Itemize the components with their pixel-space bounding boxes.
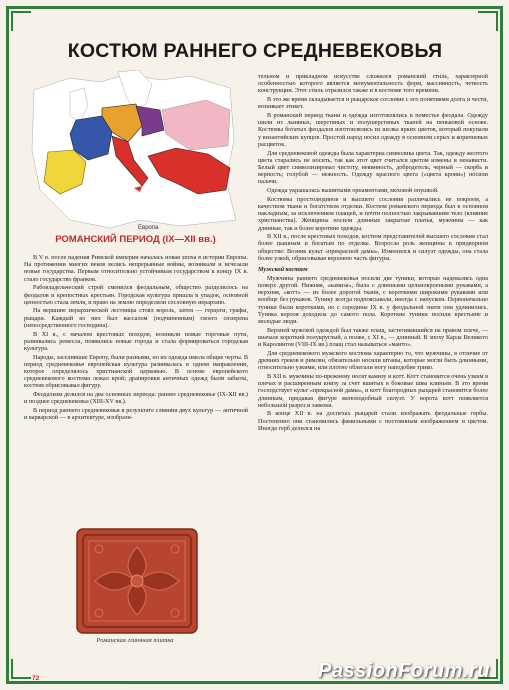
watermark: PassionForum.ru — [318, 660, 490, 682]
paragraph: В XI в., с началом крестовых походов, возникли новые торговые пути, развивались ремесла, появились новые города и стала формироваться городская культура. — [24, 330, 248, 352]
paragraph: Рабовладельческий строй сменился феодальным, общество разделилось на феодалов и крепостных крестьян. Городская культура пришла в упадок, основной ценностью стала земля, и право на землю определяли сословную иерархию. — [24, 284, 248, 306]
page-title: КОСТЮМ РАННЕГО СРЕДНЕВЕКОВЬЯ — [67, 40, 443, 62]
paragraph: В период раннего средневековья в результате слияния двух культур — античной и варварской — в архитектуре, изобрази- — [24, 407, 248, 422]
subheading-men-costume: Мужской костюм — [258, 266, 308, 274]
right-column — [258, 73, 488, 432]
border-corner — [478, 11, 498, 31]
paragraph: В конце XII в. на доспехах рыцарей стали изображать феодальные гербы. Постепенно они становились фамильными с постоянным изображением и цветом. Иногда герб делился на — [258, 410, 488, 432]
border-corner — [11, 11, 31, 31]
paragraph: Для средневековой одежды была характерна символика цвета. Так, одежду желтого цвета старались не носить, так как этот цвет считался цветом измены и ненависти. Белый цвет символизировал чистоту, невинность, добродетель; черный — скорбь и верность; голубой — нежность. Одежду красного цвета («цвета крови») носили палачи. — [258, 149, 488, 186]
paragraph: В XII в., после крестовых походов, костюм представителей высшего сословия стал более пышным и богатым по отделке. Возросла роль женщины в придворном обществе: Возник культ «прекрасной дамы». Изменился и силуэт одежды, она стала более узкой, обрисовывая верхнюю часть фигуры. — [258, 233, 488, 262]
paragraph: Феодализм делился на два основных периода: раннее средневековье (IX-XII вв.) и позднее средневековье (XIII-XV вв.). — [24, 391, 248, 406]
paragraph: Для средневекового мужского костюма характерно то, что мужчины, в отличие от древних греков и римлян, обязательно носили штаны, которые могли быть длинными, относительно узкими, или плотно облегали ногу наподобие трико. — [258, 349, 488, 372]
left-column — [24, 254, 248, 421]
paragraph: Верхней мужской одеждой был также плащ, застегивавшийся на правом плече, — вначале короткий полукруглый, а позже, с XI в., — длинный. В эпоху Карла Великого и Каролингов (VIII-IX вв.) плащ стал называться «манто». — [258, 326, 488, 349]
paragraph: В XII в. мужчины по-прежнему носят камизу и котт. Котт становится очень узким в плечах и расширенным книзу за счет вшитых в боковые швы клиньев. В это время господствует культ «прекрасной дамы», и котт благородных рыцарей становится более длинным, придавая фигуре женоподобный силуэт. У ворота котт появляется небольшой разрез и завязки. — [258, 372, 488, 409]
paragraph: Одежда украшалась вышитыми орнаментами, меховой опушкой. — [267, 187, 439, 195]
page-number-rule — [26, 681, 126, 682]
paragraph: На вершине иерархической лестницы стоял король, затем — герцоги, графы, рыцари. Каждый из них был вассалом (подчиненным) своего сюзерена (непосредственного господина). — [24, 307, 248, 329]
page-number: 72 — [32, 675, 40, 682]
paragraph: В романский период ткани и одежда изготовлялись в поместье феодала. Одежду шили из льняных, шерстяных и полушерстяных тканей на пеньковой основе. Костюмы богатых феодалов изготовлялись из шелка ярких цветов, который покупали у византийских купцов. Простой народ носил одежду в основном серых и коричневых расцветок. — [258, 112, 488, 148]
section-title: РОМАНСКИЙ ПЕРИОД (IX—XII вв.) — [55, 234, 216, 245]
paragraph: В V в. после падения Римской империи началась новая эпоха в истории Европы. На протяжении многих веков велись непрерывные войны, возникали и исчезали новые государства. Первым относительно устойчивым государством к концу IX в. стало государство франков. — [24, 254, 248, 283]
clay-tile-image — [73, 527, 201, 635]
paragraph: Костюмы простолюдинов и высшего сословия различались не покроем, а качеством ткани и богатством отделки. Костюм романского периода был в основном накладным, за исключением плащей, и почти полностью закрывавшим тело (влияние христианства). Женщины носили длинные закрытые платья, мужчины — как длинные, так и более короткие одежды. — [258, 195, 488, 232]
tile-caption: Романская глиняная плитка — [96, 637, 174, 644]
paragraph: Народы, заселившие Европу, были разными, но их одежда имела общие черты. В период средневековья европейская культура развивалась в одном направлении, которое определялось христианской церковью. В основе европейского средневекового костюма лежал крой; драпировки античных одежд были забыты, костюм обрисовывал фигуру. — [24, 353, 248, 390]
paragraph: тельном и прикладном искусстве сложился романский стиль, характерной особенностью которого является монументальность форм, массивность, четкость конструкции. Этот стиль отразился также и в костюме того времени. — [258, 73, 488, 95]
europe-map — [30, 70, 238, 230]
map-caption: Европа — [138, 225, 159, 231]
paragraph: В это же время складывается и рыцарское сословие с его понятиями долга и чести, возникает этикет. — [258, 96, 488, 111]
paragraph: Мужчины раннего средневековья носили две туники, которые надевались одна поверх другой. Нижняя, «камиза», была с длинными цельнокроеными рукавами, а верхняя, «котт» — из более дорогой ткани, с короткими широкими рукавами или вообще без рукавов. Тунику всегда подпоясывали, иногда с напуском. Первоначально туники были короткими, но с середины IX в. у феодальной знати они удлинились. Туника короля доходила до самого пола. Короткие туники носили крестьяне и молодые люди. — [258, 274, 488, 325]
border-corner — [11, 659, 31, 679]
